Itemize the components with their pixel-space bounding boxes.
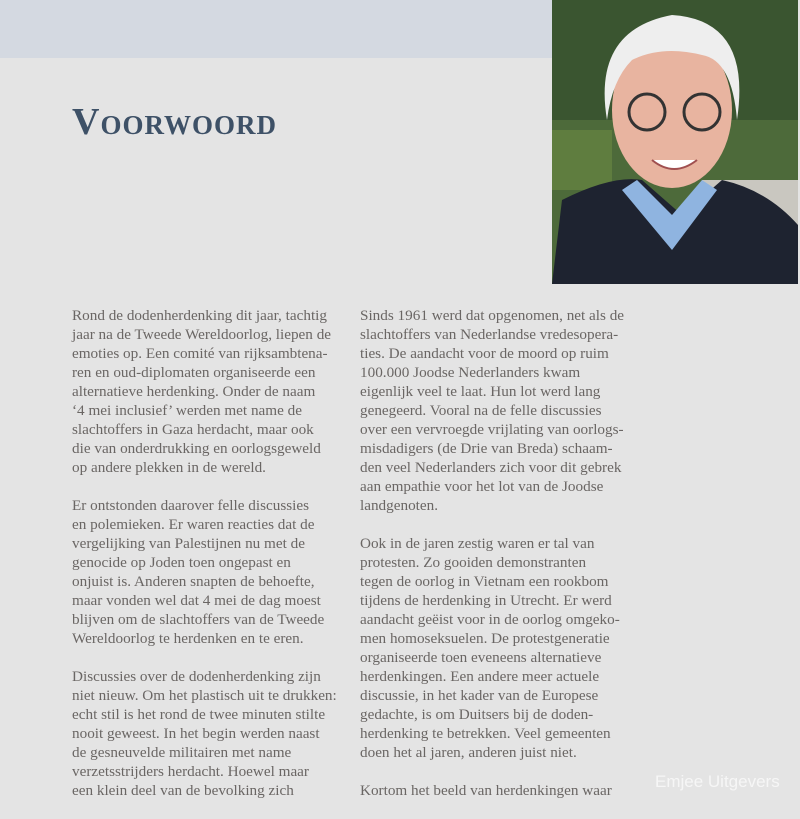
text-line: doen het al jaren, anderen juist niet. [360, 744, 577, 761]
header-band [0, 0, 552, 58]
text-line: ties. De aandacht voor de moord op ruim [360, 345, 609, 362]
text-line: die van onderdrukking en oorlogsgeweld [72, 440, 321, 457]
text-line: over een vervroegde vrijlating van oorlogs- [360, 421, 624, 438]
text-line: eigenlijk veel te laat. Hun lot werd lang [360, 383, 601, 400]
text-line: blijven om de slachtoffers van de Tweede [72, 611, 325, 628]
text-line: slachtoffers in Gaza herdacht, maar ook [72, 421, 314, 438]
text-line: gedachte, is om Duitsers bij de doden- [360, 706, 594, 723]
text-line: 100.000 Joodse Nederlanders kwam [360, 364, 581, 381]
text-line: genegeerd. Vooral na de felle discussies [360, 402, 602, 419]
text-line: en polemieken. Er waren reacties dat de [72, 516, 315, 533]
text-line: Kortom het beeld van herdenkingen waar [360, 782, 612, 799]
text-line: nooit geweest. In het begin werden naast [72, 725, 320, 742]
text-line: landgenoten. [360, 497, 439, 514]
text-line: ren en oud-diplomaten organiseerde een [72, 364, 316, 381]
page-title: Voorwoord [72, 101, 277, 143]
text-line: echt stil is het rond de twee minuten stilte [72, 706, 326, 723]
text-line: Er ontstonden daarover felle discussies [72, 497, 310, 514]
text-line: de gesneuvelde militairen met name [72, 744, 292, 761]
paragraph [72, 496, 362, 648]
text-line: onjuist is. Anderen snapten de behoefte, [72, 573, 315, 590]
text-line: verzetsstrijders herdacht. Hoewel maar [72, 763, 309, 780]
text-line: den veel Nederlanders zich voor dit gebrek [360, 459, 622, 476]
text-line: slachtoffers van Nederlandse vredesopera- [360, 326, 619, 343]
text-line: Rond de dodenherdenking dit jaar, tachtig [72, 307, 327, 324]
text-line: aan empathie voor het lot van de Joodse [360, 478, 604, 495]
text-line: maar vonden wel dat 4 mei de dag moest [72, 592, 321, 609]
text-line: niet nieuw. Om het plastisch uit te drukken: [72, 687, 337, 704]
text-line: herdenkingen. Een andere meer actuele [360, 668, 600, 685]
paragraph [360, 306, 650, 515]
text-line: herdenking te betrekken. Veel gemeenten [360, 725, 611, 742]
text-line: genocide op Joden toen ongepast en [72, 554, 291, 571]
text-column-1 [72, 306, 362, 819]
text-line: aandacht geëist voor in de oorlog omgeko- [360, 611, 620, 628]
text-line: een klein deel van de bevolking zich [72, 782, 294, 799]
text-line: Ook in de jaren zestig waren er tal van [360, 535, 595, 552]
text-line: tijdens de herdenking in Utrecht. Er werd [360, 592, 612, 609]
text-line: Sinds 1961 werd dat opgenomen, net als de [360, 307, 625, 324]
text-column-2 [360, 306, 650, 819]
paragraph [360, 534, 650, 762]
text-line: emoties op. Een comité van rijksambtena- [72, 345, 328, 362]
text-line: ‘4 mei inclusief’ werden met name de [72, 402, 302, 419]
author-photo [552, 0, 798, 284]
text-line: alternatieve herdenking. Onder de naam [72, 383, 316, 400]
text-line: men homoseksuelen. De protestgeneratie [360, 630, 610, 647]
watermark: Emjee Uitgevers [655, 772, 780, 791]
text-line: vergelijking van Palestijnen nu met de [72, 535, 305, 552]
paragraph [72, 667, 362, 800]
text-line: Wereldoorlog te herdenken en te eren. [72, 630, 304, 647]
text-line: tegen de oorlog in Vietnam een rookbom [360, 573, 609, 590]
paragraph [360, 781, 650, 800]
text-line: jaar na de Tweede Wereldoorlog, liepen de [72, 326, 332, 343]
text-line: misdadigers (de Drie van Breda) schaam- [360, 440, 613, 457]
paragraph [72, 306, 362, 477]
text-line: op andere plekken in de wereld. [72, 459, 266, 476]
text-line: organiseerde toen eveneens alternatieve [360, 649, 602, 666]
text-line: Discussies over de dodenherdenking zijn [72, 668, 321, 685]
text-line: protesten. Zo gooiden demonstranten [360, 554, 587, 571]
text-line: discussie, in het kader van de Europese [360, 687, 599, 704]
